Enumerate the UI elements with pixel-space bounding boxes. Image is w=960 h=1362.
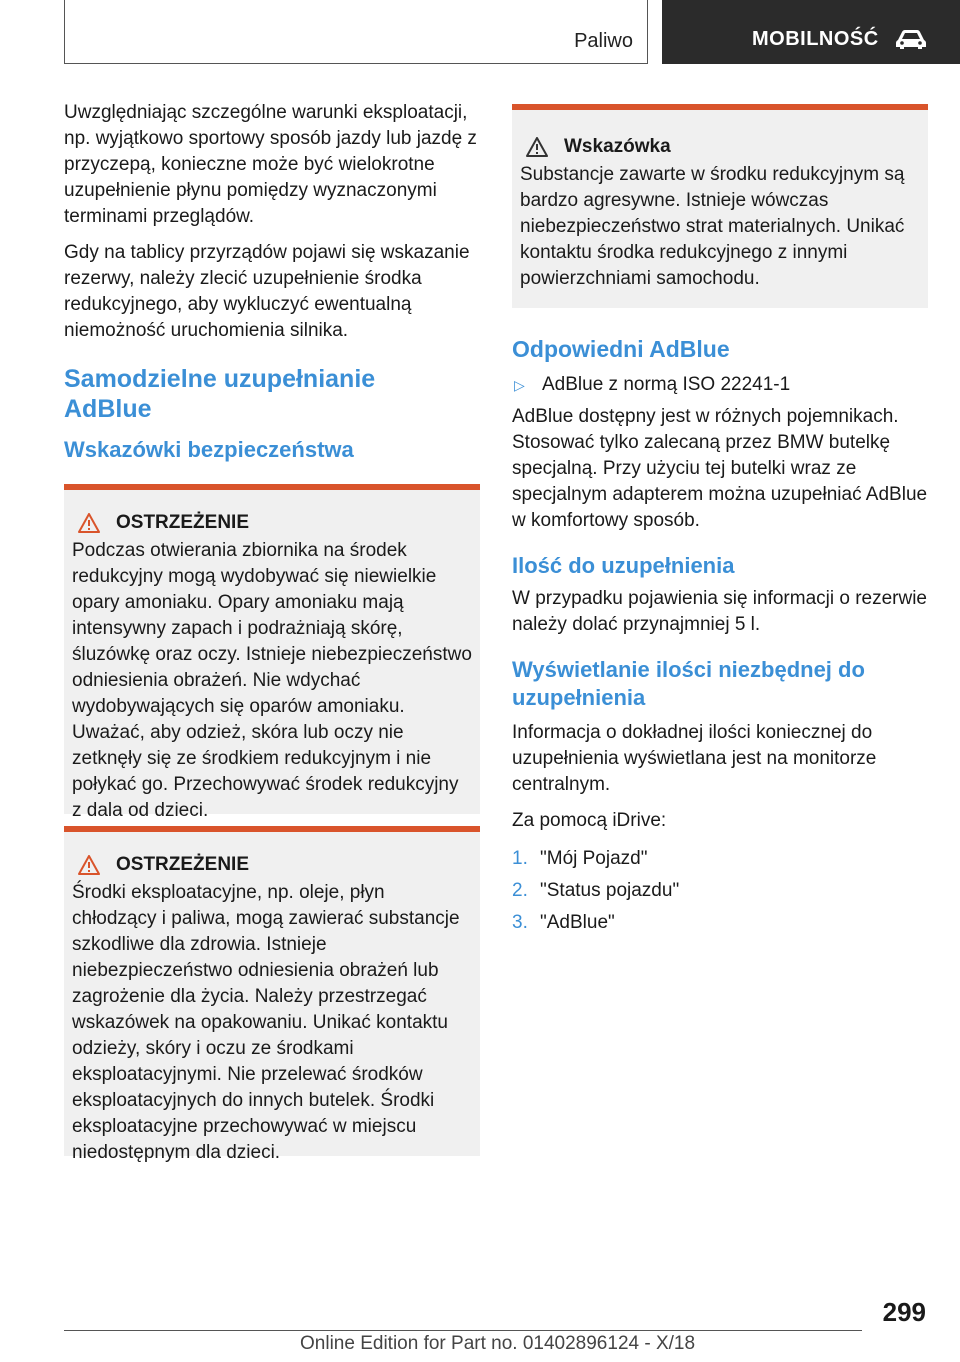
display-paragraph: Informacja o dokładnej ilości koniecznej do uzupełnienia wyświetlana jest na monitorze centralnym.	[512, 722, 877, 795]
note-box	[512, 104, 928, 308]
idrive-steps	[512, 846, 928, 936]
right-column	[512, 104, 928, 942]
section-title: Paliwo	[574, 30, 633, 52]
list-item: ▷ AdBlue z normą ISO 22241-1	[512, 372, 928, 398]
amount-paragraph: W przypadku pojawienia się informacji o rezerwie należy dolać przynajmniej 5 l.	[512, 588, 928, 635]
footer-edition: Online Edition for Part no. 01402896124 - X/18	[300, 1333, 696, 1354]
warning-box-ammonia	[64, 484, 480, 821]
warning-triangle-icon	[78, 513, 100, 533]
heading-safety: Wskazówki bezpieczeństwa	[64, 437, 354, 462]
reserve-paragraph: Gdy na tablicy przyrządów pojawi się wskazanie rezerwy, należy zlecić uzupełnienie środka redukcyjnego, aby wykluczyć ewentualną niemożność uruchomienia silnika.	[64, 242, 470, 341]
footer-divider	[64, 1330, 862, 1331]
header-section-box	[64, 0, 648, 64]
heading-proper-adblue: Odpowiedni AdBlue	[512, 336, 730, 362]
warning-title: OSTRZEŻENIE	[116, 854, 250, 875]
proper-adblue-paragraph: AdBlue dostępny jest w różnych pojemnikach. Stosować tylko zalecaną przez BMW butelkę specjalną. Przy użyciu tej butelki wraz ze specjalnym adapterem można uzupełniać AdBlue w komfortowy sposób.	[512, 406, 928, 531]
section-heading-refill: Samodzielne uzupełnianie AdBlue	[64, 365, 376, 423]
note-text: Substancje zawarte w środku redukcyjnym są bardzo agresywne. Istnieje wówczas niebezpieczeństwo strat materialnych. Unikać kontaktu środka redukcyjnego z innymi powierzchniami samochodu.	[520, 164, 905, 289]
warning-text: Środki eksploatacyjne, np. oleje, płyn chłodzący i paliwa, mogą zawierać substancje szkodliwe dla zdrowia. Istnieje niebezpieczeństwo odniesienia obrażeń lub zagrożenie dla życia. Należy przestrzegać wskazówek na opakowaniu. Unikać kontaktu odzieży, skóry i oczu ze środkami eksploatacyjnymi. Nie przelewać środków eksploatacyjnych do innych butelek. Środki eksploatacyjne przechowywać w miejscu niedostępnym dla dzieci.	[72, 882, 460, 1163]
warning-title: OSTRZEŻENIE	[116, 512, 250, 533]
left-column	[64, 100, 480, 1163]
list-item: 1. "Mój Pojazd"	[512, 848, 648, 869]
intro-paragraph: Uwzględniając szczególne warunki eksploatacji, np. wyjątkowo sportowy sposób jazdy lub jazdę z przyczepą, konieczne może być wielokrotne uzupełnienie płynu pomiędzy wyznaczonymi terminami przeglądów.	[64, 102, 477, 227]
chapter-tab	[662, 0, 960, 64]
list-item: 2. "Status pojazdu"	[512, 880, 680, 901]
car-icon	[894, 28, 928, 55]
warning-box-fluids	[64, 826, 480, 1163]
warning-text: Podczas otwierania zbiornika na środek redukcyjny mogą wydobywać się niewielkie opary amoniaku. Opary amoniaku mają intensywny zapach i podrażniają skórę, śluzówkę oraz oczy. Istnieje niebezpieczeństwo odniesienia obrażeń. Nie wdychać wydobywających się oparów amoniaku. Uważać, aby odzież, skóra lub oczy nie zetknęły się ze środkiem redukcyjnym i nie połykać go. Przechowywać środek redukcyjny z dala od dzieci.	[72, 540, 472, 821]
heading-amount: Ilość do uzupełnienia	[512, 553, 735, 578]
heading-display-amount: Wyświetlanie ilości niezbędnej do uzupełnienia	[512, 657, 865, 710]
list-item: 3. "AdBlue"	[512, 912, 615, 933]
warning-triangle-icon	[78, 855, 100, 875]
triangle-bullet-icon: ▷	[514, 377, 525, 393]
page-number: 299	[882, 1297, 926, 1327]
idrive-paragraph: Za pomocą iDrive:	[512, 810, 667, 831]
note-title: Wskazówka	[564, 136, 671, 157]
warning-triangle-icon	[526, 137, 548, 157]
chapter-title: MOBILNOŚĆ	[752, 28, 879, 50]
